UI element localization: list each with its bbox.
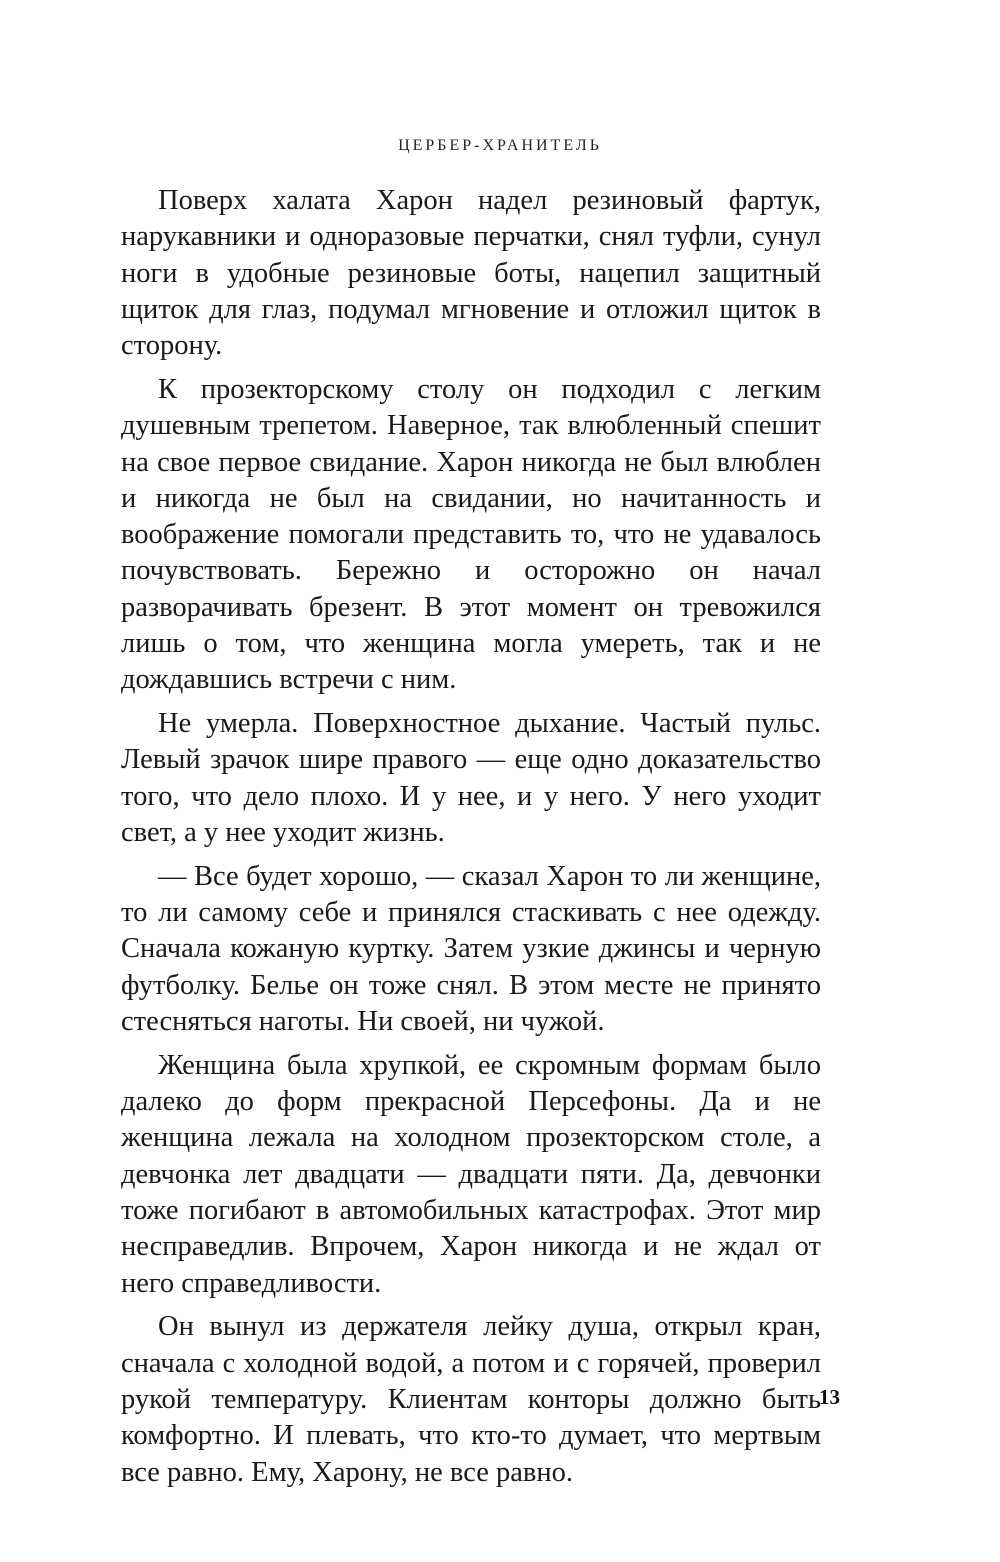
paragraph: Не умерла. Поверхностное дыхание. Частый пульс. Левый зрачок шире правого — еще одно доказательство того, что дело плохо. И у нее, и у него. У него уходит свет, а у нее уходит жизнь. xyxy=(121,708,821,849)
paragraph: Женщина была хрупкой, ее скромным формам было далеко до форм прекрасной Персефоны. Да и не женщина лежала на холодном прозекторском столе, а девчонка лет двадцати — двадцати пяти. Да, девчонки тоже погибают в автомобильных катастрофах. Этот мир несправедлив. Впрочем, Харон никогда и не ждал от него справедливости. xyxy=(121,1049,821,1299)
paragraph: К прозекторскому столу он подходил с легким душевным трепетом. Наверное, так влюбленный спешит на свое первое свидание. Харон никогда не был влюблен и никогда не был на свидании, но начитанность и воображение помогали представить то, что не удавалось почувствовать. Бережно и осторожно он начал разворачивать брезент. В этот момент он тревожился лишь о том, что женщина могла умереть, так и не дождавшись встречи с ним. xyxy=(121,373,821,696)
paragraph: Поверх халата Харон надел резиновый фартук, нарукавники и одноразовые перчатки, снял туфли, сунул ноги в удобные резиновые боты, нацепил защитный щиток для глаз, подумал мгновение и отложил щиток в сторону. xyxy=(121,185,821,362)
paragraph: Он вынул из держателя лейку душа, открыл кран, сначала с холодной водой, а потом и с горячей, проверил рукой температуру. Клиентам конторы должно быть комфортно. И плевать, что кто-то думает, что мертвым все равно. Ему, Харону, не все равно. xyxy=(121,1311,821,1488)
body-text xyxy=(121,183,821,1498)
paragraph: — Все будет хорошо, — сказал Харон то ли женщине, то ли самому себе и принялся стаскивать с нее одежду. Сначала кожаную куртку. Затем узкие джинсы и черную футболку. Белье он тоже снял. В этом месте не принято стесняться наготы. Ни своей, ни чужой. xyxy=(121,860,821,1038)
running-head: ЦЕРБЕР-ХРАНИТЕЛЬ xyxy=(398,137,602,154)
page-number: 13 xyxy=(819,1385,840,1409)
